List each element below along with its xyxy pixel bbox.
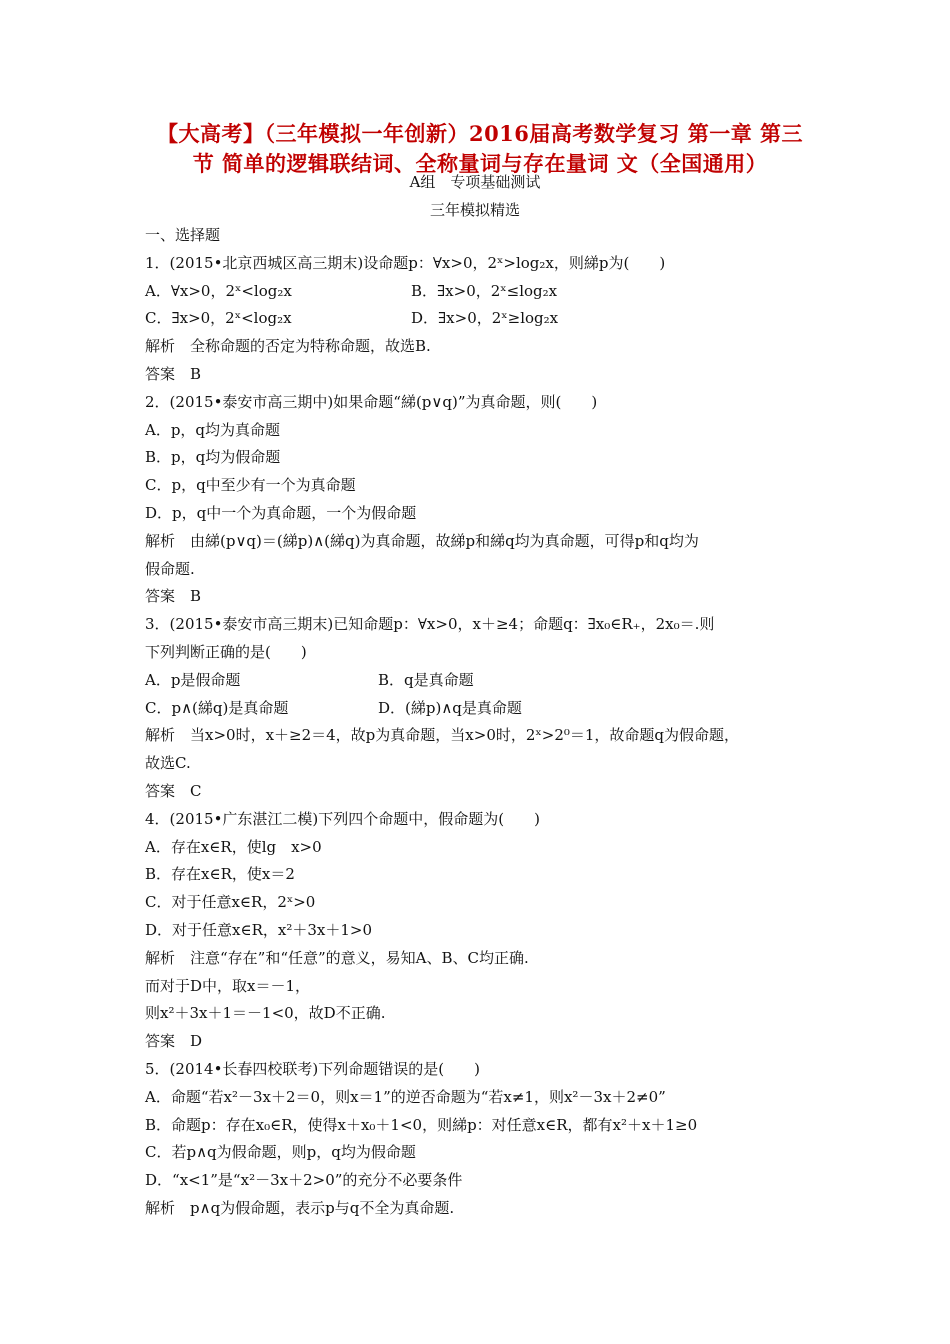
question-3-analysis-line-1: 解析 当x>0时，x＋≥2＝4，故p为真命题，当x>0时，2ˣ>2⁰＝1，故命题q为假命题， (145, 726, 740, 745)
question-3-options-ab (145, 667, 815, 695)
question-5-option-b: B．命题p：存在x₀∈R，使得x＋x₀＋1<0，则綈p：对任意x∈R，都有x²＋x＋1≥0 (145, 1115, 698, 1134)
part-heading: 一、选择题 (145, 226, 221, 244)
question-1-option-c: C．∃x>0，2ˣ<log₂x (145, 309, 292, 328)
section-heading: 三年模拟精选 (429, 201, 520, 219)
question-4-analysis-line-1: 解析 注意“存在”和“任意”的意义，易知A、B、C均正确. (145, 948, 529, 967)
question-2-option-b: B．p，q均为假命题 (145, 448, 281, 467)
question-1-options-cd (145, 305, 815, 333)
question-3-stem-line-2: 下列判断正确的是( ) (145, 642, 307, 661)
question-5-option-c: C．若p∧q为假命题，则p，q均为假命题 (145, 1143, 416, 1162)
question-2-answer: 答案 B (145, 587, 202, 606)
document-title: 【大高考】（三年模拟一年创新）2016届高考数学复习 第一章 第三节 简单的逻辑联结词、全称量词与存在量词 文（全国通用） (156, 121, 804, 176)
question-1-option-b: B．∃x>0，2ˣ≤log₂x (411, 281, 558, 300)
question-2-analysis-line-2: 假命题. (145, 559, 195, 578)
question-4-option-a: A．存在x∈R，使lg x>0 (145, 837, 322, 856)
document-body (145, 222, 815, 1223)
question-1-option-d: D．∃x>0，2ˣ≥log₂x (411, 309, 559, 328)
group-heading: A组 专项基础测试 (409, 173, 541, 191)
question-1-stem: 1．(2015•北京西城区高三期末)设命题p：∀x>0，2ˣ>log₂x，则綈p为( ) (145, 253, 666, 272)
question-3-stem-line-1: 3．(2015•泰安市高三期末)已知命题p：∀x>0，x＋≥4；命题q：∃x₀∈R₊，2x₀＝.则 (145, 615, 715, 634)
question-3-option-a: A．p是假命题 (145, 670, 241, 689)
question-4-option-d: D．对于任意x∈R，x²＋3x＋1>0 (145, 920, 373, 939)
question-2-option-d: D．p，q中一个为真命题，一个为假命题 (145, 503, 417, 522)
question-3-option-c: C．p∧(綈q)是真命题 (145, 698, 289, 717)
question-4-analysis-line-3: 则x²＋3x＋1＝－1<0，故D不正确. (145, 1004, 386, 1023)
question-5-stem: 5．(2014•长春四校联考)下列命题错误的是( ) (145, 1059, 480, 1078)
question-5-option-a: A．命题“若x²－3x＋2＝0，则x＝1”的逆否命题为“若x≠1，则x²－3x＋2≠0” (145, 1087, 666, 1106)
question-4-analysis-line-2: 而对于D中，取x＝－1， (145, 976, 311, 995)
question-5-analysis: 解析 p∧q为假命题，表示p与q不全为真命题. (145, 1198, 455, 1217)
question-4-option-b: B．存在x∈R，使x＝2 (145, 865, 295, 884)
question-1-analysis: 解析 全称命题的否定为特称命题，故选B. (145, 337, 431, 356)
question-1-option-a: A．∀x>0，2ˣ<log₂x (145, 281, 292, 300)
question-3-option-b: B．q是真命题 (378, 670, 474, 689)
question-4-stem: 4．(2015•广东湛江二模)下列四个命题中，假命题为( ) (145, 809, 540, 828)
question-2-option-c: C．p，q中至少有一个为真命题 (145, 476, 356, 495)
question-5-option-d: D．“x<1”是“x²－3x＋2>0”的充分不必要条件 (145, 1171, 463, 1190)
question-2-stem: 2．(2015•泰安市高三期中)如果命题“綈(p∨q)”为真命题，则( ) (145, 392, 598, 411)
question-2-option-a: A．p，q均为真命题 (145, 420, 281, 439)
question-1-answer: 答案 B (145, 364, 202, 383)
question-3-options-cd (145, 695, 815, 723)
question-1-options-ab (145, 278, 815, 306)
question-3-option-d: D．(綈p)∧q是真命题 (378, 698, 522, 717)
question-2-analysis-line-1: 解析 由綈(p∨q)＝(綈p)∧(綈q)为真命题，故綈p和綈q均为真命题，可得p和q均为 (145, 531, 699, 550)
question-4-option-c: C．对于任意x∈R，2ˣ>0 (145, 893, 316, 912)
question-3-analysis-line-2: 故选C. (145, 754, 191, 773)
question-3-answer: 答案 C (145, 781, 202, 800)
question-4-answer: 答案 D (145, 1032, 203, 1051)
